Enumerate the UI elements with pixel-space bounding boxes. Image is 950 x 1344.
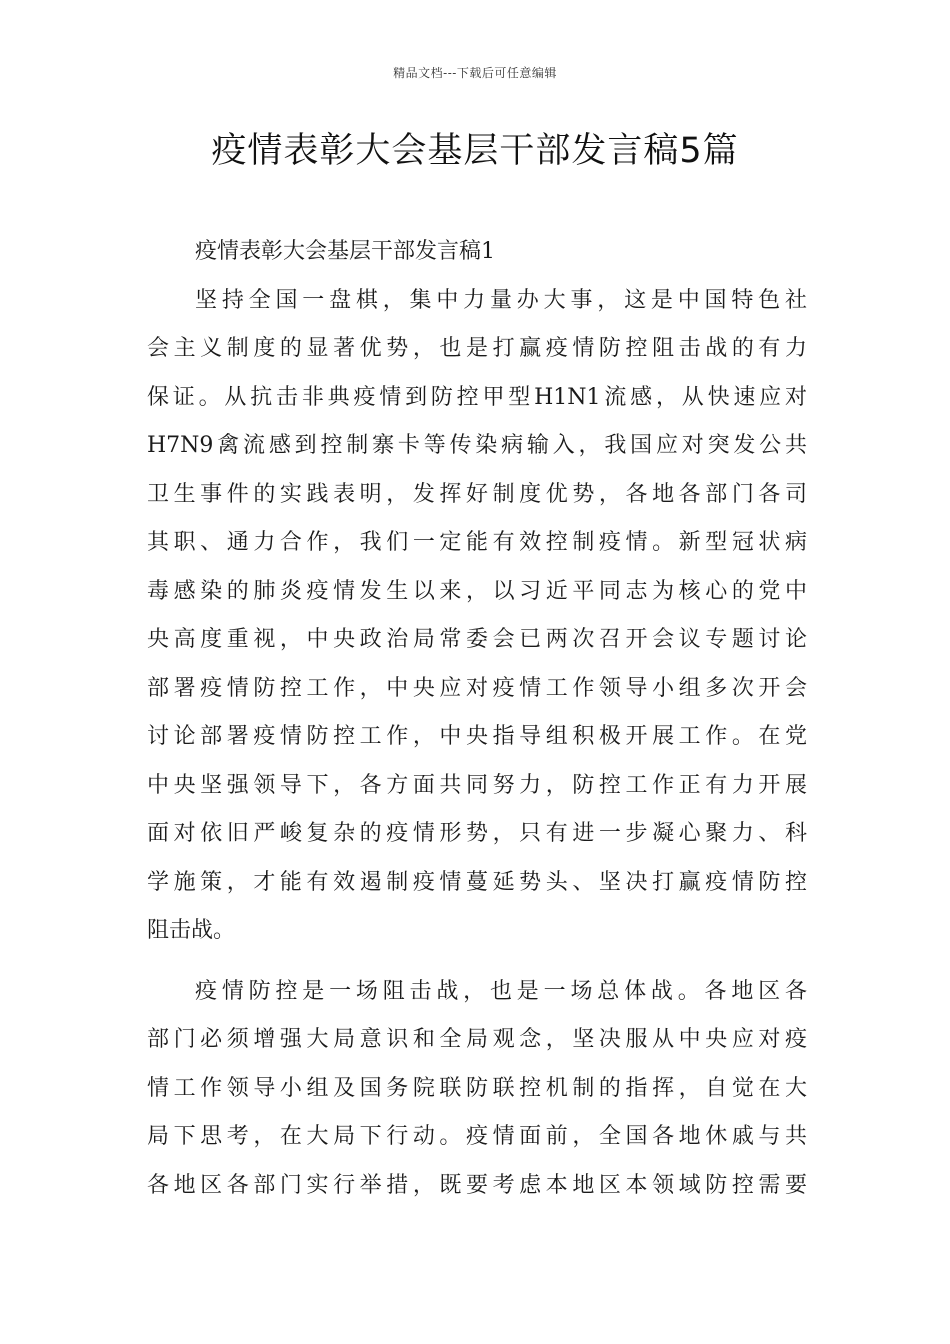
paragraph-line: 保证。从抗击非典疫情到防控甲型H1N1流感，从快速应对 — [147, 384, 807, 410]
paragraph-line: 其职、通力合作，我们一定能有效控制疫情。新型冠状病 — [147, 530, 807, 555]
paragraph-line: 中央坚强领导下，各方面共同努力，防控工作正有力开展 — [147, 772, 807, 798]
paragraph-line: 部署疫情防控工作，中央应对疫情工作领导小组多次开会 — [147, 675, 807, 701]
paragraph-1 — [147, 277, 807, 956]
paragraph-line: 各地区各部门实行举措，既要考虑本地区本领域防控需要 — [147, 1172, 807, 1198]
paragraph-line: 坚持全国一盘棋，集中力量办大事，这是中国特色社 — [195, 287, 807, 313]
document-body — [147, 228, 807, 1210]
paragraph-line: 学施策，才能有效遏制疫情蔓延势头、坚决打赢疫情防控 — [147, 869, 807, 895]
paragraph-line: H7N9禽流感到控制寨卡等传染病输入，我国应对突发公共 — [147, 433, 807, 458]
paragraph-line: 央高度重视，中央政治局常委会已两次召开会议专题讨论 — [147, 627, 807, 652]
paragraph-line: 面对依旧严峻复杂的疫情形势，只有进一步凝心聚力、科 — [147, 821, 807, 846]
paragraph-line: 卫生事件的实践表明，发挥好制度优势，各地各部门各司 — [147, 481, 807, 507]
paragraph-spacer — [147, 956, 807, 968]
section-heading: 疫情表彰大会基层干部发言稿1 — [195, 239, 495, 264]
paragraph-line: 讨论部署疫情防控工作，中央指导组积极开展工作。在党 — [147, 724, 807, 749]
paragraph-line: 部门必须增强大局意识和全局观念，坚决服从中央应对疫 — [147, 1027, 807, 1052]
paragraph-line: 疫情防控是一场阻击战，也是一场总体战。各地区各 — [195, 978, 807, 1004]
paragraph-line: 情工作领导小组及国务院联防联控机制的指挥，自觉在大 — [147, 1075, 807, 1101]
header-note: 精品文档---下载后可任意编辑 — [393, 66, 557, 80]
paragraph-2 — [147, 968, 807, 1211]
paragraph-line: 局下思考，在大局下行动。疫情面前，全国各地休戚与共 — [147, 1124, 807, 1149]
paragraph-line: 阻击战。 — [147, 918, 236, 943]
document-title: 疫情表彰大会基层干部发言稿5篇 — [211, 131, 739, 171]
paragraph-line: 毒感染的肺炎疫情发生以来，以习近平同志为核心的党中 — [147, 578, 807, 604]
paragraph-line: 会主义制度的显著优势，也是打赢疫情防控阻击战的有力 — [147, 336, 807, 361]
